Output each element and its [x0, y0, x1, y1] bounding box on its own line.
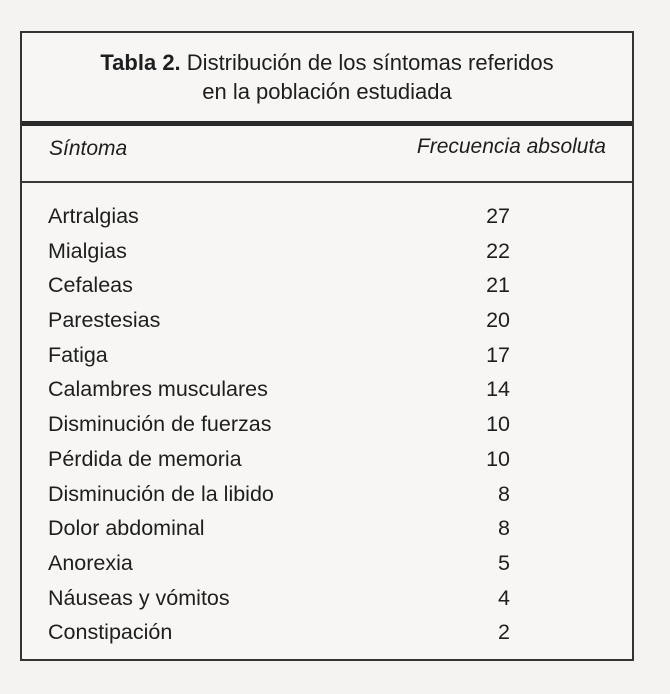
- frequency-value: 8: [498, 481, 510, 506]
- column-header-frequency: Frecuencia absoluta: [416, 135, 606, 158]
- symptom-name: Fatiga: [48, 342, 108, 367]
- table-row: [22, 443, 632, 478]
- caption-line-1: [22, 48, 632, 77]
- frequency-value: 5: [498, 550, 510, 575]
- frequency-value: 2: [498, 620, 510, 645]
- table-header-row: [22, 126, 632, 181]
- table-row: [22, 200, 632, 235]
- caption-title: Distribución de los síntomas referidos: [186, 50, 554, 75]
- table-row: [22, 478, 632, 513]
- symptom-name: Disminución de la libido: [48, 481, 274, 506]
- table-row: [22, 269, 632, 304]
- frequency-value: 8: [498, 516, 510, 541]
- frequency-value: 17: [486, 342, 510, 367]
- column-header-symptom: Síntoma: [49, 137, 128, 160]
- caption-label: Tabla 2.: [100, 50, 181, 75]
- frequency-value: 10: [486, 412, 510, 437]
- table-caption: [22, 33, 632, 123]
- header-divider: [22, 181, 632, 183]
- frequency-value: 21: [486, 273, 510, 298]
- table-body: [22, 200, 632, 651]
- frequency-value: 22: [486, 238, 510, 263]
- symptom-name: Parestesias: [48, 308, 161, 333]
- frequency-value: 4: [498, 585, 510, 610]
- frequency-value: 14: [486, 377, 510, 402]
- symptom-name: Disminución de fuerzas: [48, 412, 272, 437]
- table-row: [22, 339, 632, 374]
- symptom-name: Constipación: [48, 620, 173, 645]
- caption-line-2: en la población estudiada: [202, 79, 452, 104]
- table-row: [22, 582, 632, 617]
- table-row: [22, 512, 632, 547]
- symptom-table: [20, 31, 634, 661]
- table-row: [22, 304, 632, 339]
- symptom-name: Calambres musculares: [48, 377, 268, 402]
- symptom-name: Artralgias: [48, 204, 139, 228]
- symptom-name: Dolor abdominal: [48, 516, 205, 541]
- table-row: [22, 235, 632, 270]
- table-row: [22, 616, 632, 651]
- table-row: [22, 408, 632, 443]
- table-row: [22, 373, 632, 408]
- table-row: [22, 547, 632, 582]
- symptom-name: Anorexia: [48, 550, 133, 575]
- frequency-value: 20: [486, 308, 510, 333]
- symptom-name: Náuseas y vómitos: [48, 585, 230, 610]
- symptom-name: Pérdida de memoria: [48, 446, 242, 471]
- symptom-name: Cefaleas: [48, 273, 133, 298]
- frequency-value: 27: [486, 204, 510, 228]
- symptom-name: Mialgias: [48, 238, 127, 263]
- frequency-value: 10: [486, 446, 510, 471]
